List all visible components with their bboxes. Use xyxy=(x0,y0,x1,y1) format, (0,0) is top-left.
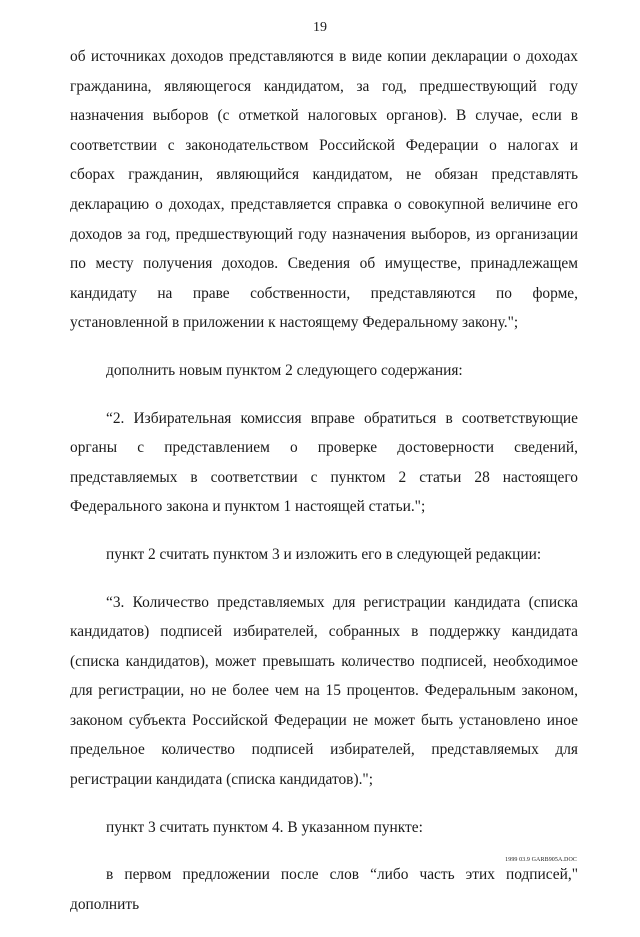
paragraph-income-declaration: об источниках доходов представляются в виде копии декларации о доходах гражданина, являющегося кандидатом, за год, предшествующий году назначения выборов (с отметкой налоговых органов). В случае, если в соответствии с законодательством Российской Федерации о налогах и сборах гражданин, являющийся кандидатом, не обязан представлять декларацию о доходах, представляется справка о совокупной величине его доходов за год, предшествующий году назначения выборов, из организации по месту получения доходов. Сведения об имуществе, принадлежащем кандидату на праве собственности, представляются по форме, установленной в приложении к настоящему Федеральному закону."; xyxy=(70,48,578,332)
paragraph-first-sentence-amend: в первом предложении после слов “либо часть этих подписей," дополнить xyxy=(70,866,578,913)
document-file-code: 1999 03.9 GARB905A.DOC xyxy=(505,857,577,863)
paragraph-point-2-text: “2. Избирательная комиссия вправе обратиться в соответствующие органы с представлением о проверке достоверности сведений, представляемых в соответствии с пунктом 2 статьи 28 настоящего Федерального закона и пунктом 1 настоящей статьи."; xyxy=(70,409,578,516)
page-number: 19 xyxy=(313,20,327,35)
paragraph-add-point-2: дополнить новым пунктом 2 следующего содержания: xyxy=(106,361,463,379)
document-body xyxy=(70,42,578,937)
paragraph-point-2-to-3: пункт 2 считать пунктом 3 и изложить его в следующей редакции: xyxy=(106,545,542,563)
paragraph-point-3-to-4: пункт 3 считать пунктом 4. В указанном пункте: xyxy=(106,818,423,836)
paragraph-point-3-text: “3. Количество представляемых для регистрации кандидата (списка кандидатов) подписей избирателей, собранных в поддержку кандидата (списка кандидатов), может превышать количество подписей, необходимое для регистрации, но не более чем на 15 процентов. Федеральным законом, законом субъекта Российской Федерации не может быть установлено иное предельное количество подписей избирателей, представляемых для регистрации кандидата (списка кандидатов)."; xyxy=(70,593,578,789)
